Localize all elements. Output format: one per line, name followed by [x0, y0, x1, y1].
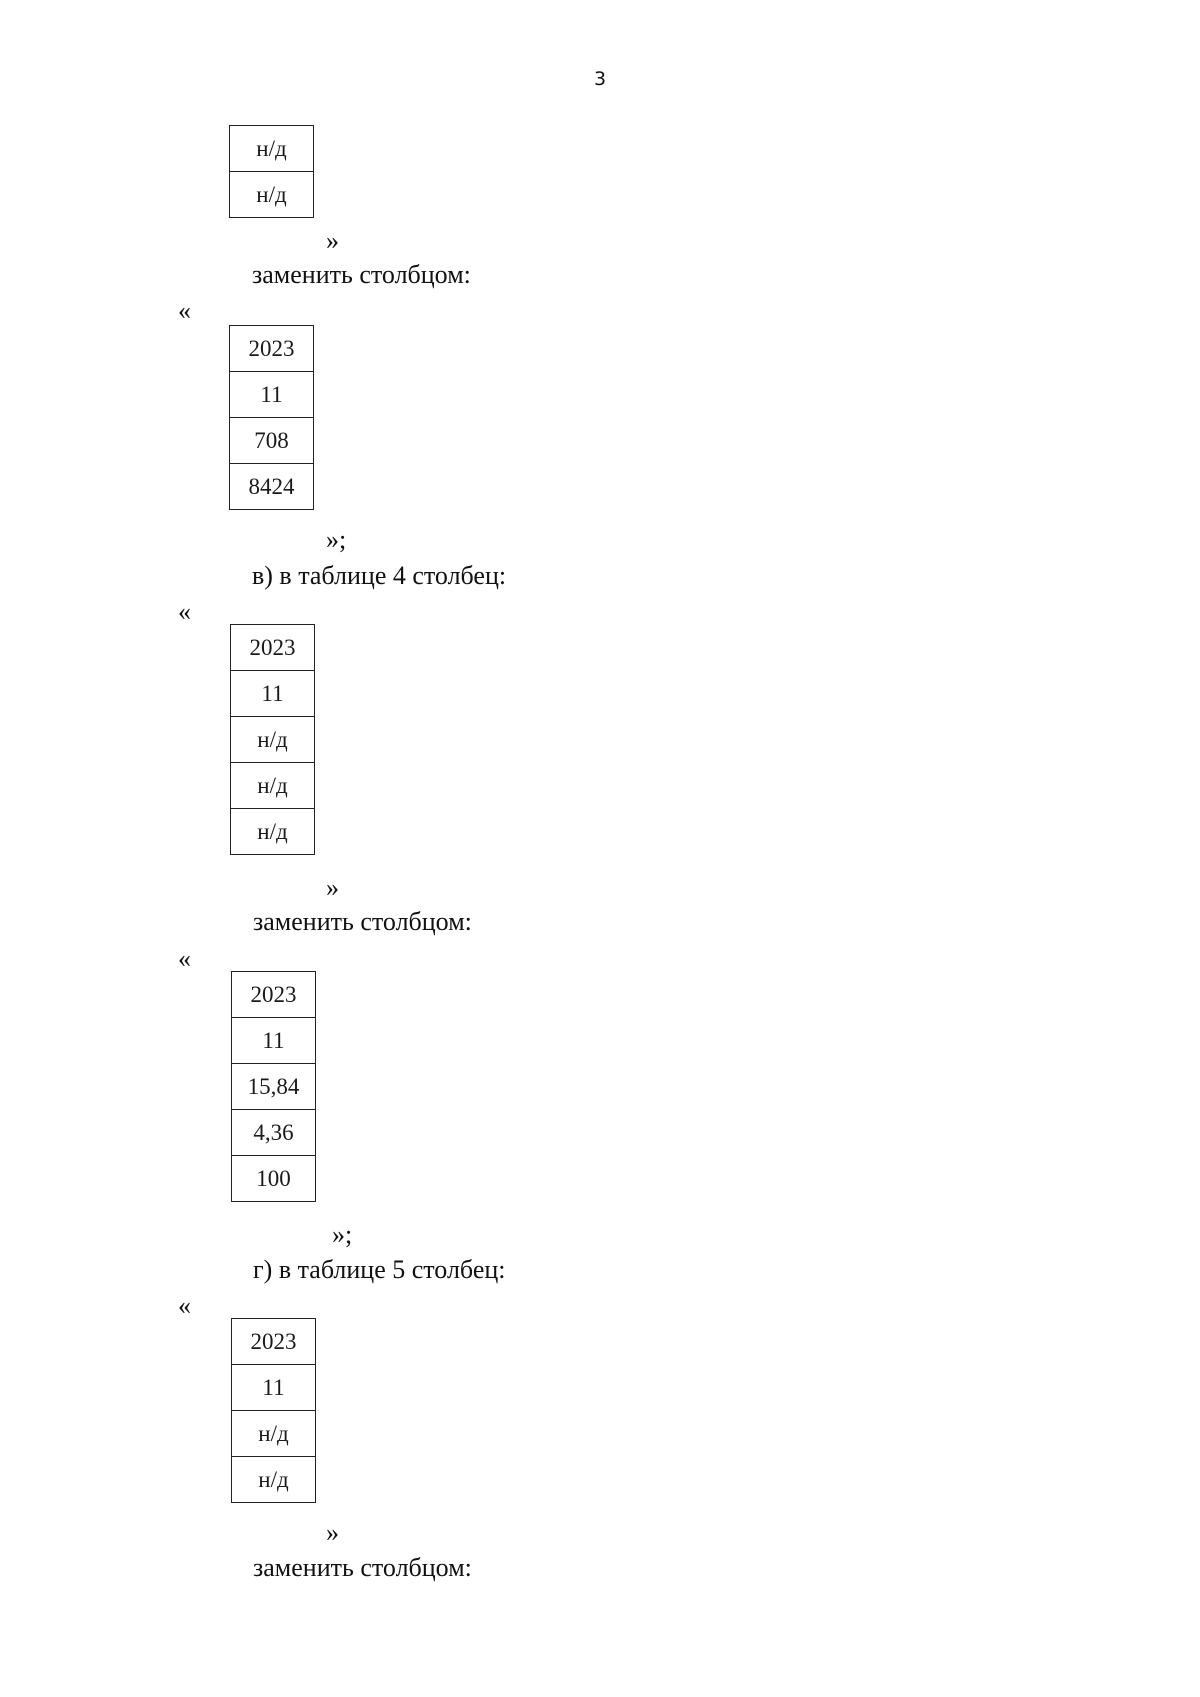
table-row	[230, 464, 314, 510]
table-row	[230, 372, 314, 418]
table-cell: 8424	[230, 464, 314, 510]
instruction-text: заменить столбцом:	[252, 260, 471, 289]
opening-quote: «	[178, 597, 191, 626]
page-number: 3	[593, 68, 607, 90]
table-cell: н/д	[232, 1457, 316, 1503]
table-cell: 100	[232, 1156, 316, 1202]
instruction-text: заменить столбцом:	[253, 907, 472, 936]
table-row	[232, 1365, 316, 1411]
table-row	[231, 625, 315, 671]
table-cell: н/д	[231, 717, 315, 763]
closing-quote: »	[326, 1518, 339, 1547]
table-row	[232, 1064, 316, 1110]
table-row	[231, 671, 315, 717]
table-cell: 11	[232, 1018, 316, 1064]
instruction-text: г) в таблице 5 столбец:	[253, 1255, 506, 1284]
opening-quote: «	[178, 296, 191, 325]
column-table-5	[231, 1318, 316, 1503]
table-row	[232, 1156, 316, 1202]
table-cell: 2023	[231, 625, 315, 671]
table-row	[232, 1457, 316, 1503]
table-row	[232, 1319, 316, 1365]
table-row	[232, 1018, 316, 1064]
table-cell: 2023	[232, 972, 316, 1018]
table-row	[231, 763, 315, 809]
table-row	[230, 126, 314, 172]
column-table-4	[231, 971, 316, 1202]
instruction-text: заменить столбцом:	[253, 1553, 472, 1582]
table-cell: 2023	[230, 326, 314, 372]
column-table-1	[229, 125, 314, 218]
table-cell: 11	[231, 671, 315, 717]
opening-quote: «	[178, 944, 191, 973]
table-cell: 708	[230, 418, 314, 464]
closing-quote: »;	[332, 1220, 353, 1249]
table-cell: н/д	[232, 1411, 316, 1457]
table-row	[230, 172, 314, 218]
table-row	[230, 418, 314, 464]
closing-quote: »	[326, 873, 339, 902]
opening-quote: «	[178, 1291, 191, 1320]
closing-quote: »	[326, 226, 339, 255]
table-row	[230, 326, 314, 372]
table-cell: 4,36	[232, 1110, 316, 1156]
closing-quote: »;	[326, 525, 347, 554]
table-row	[232, 1411, 316, 1457]
table-cell: н/д	[230, 126, 314, 172]
instruction-text: в) в таблице 4 столбец:	[252, 561, 507, 590]
column-table-3	[230, 624, 315, 855]
table-row	[231, 717, 315, 763]
table-row	[232, 1110, 316, 1156]
table-row	[231, 809, 315, 855]
table-cell: 11	[232, 1365, 316, 1411]
table-cell: н/д	[231, 809, 315, 855]
table-cell: 11	[230, 372, 314, 418]
table-cell: н/д	[230, 172, 314, 218]
table-cell: н/д	[231, 763, 315, 809]
table-cell: 15,84	[232, 1064, 316, 1110]
column-table-2	[229, 325, 314, 510]
table-cell: 2023	[232, 1319, 316, 1365]
table-row	[232, 972, 316, 1018]
